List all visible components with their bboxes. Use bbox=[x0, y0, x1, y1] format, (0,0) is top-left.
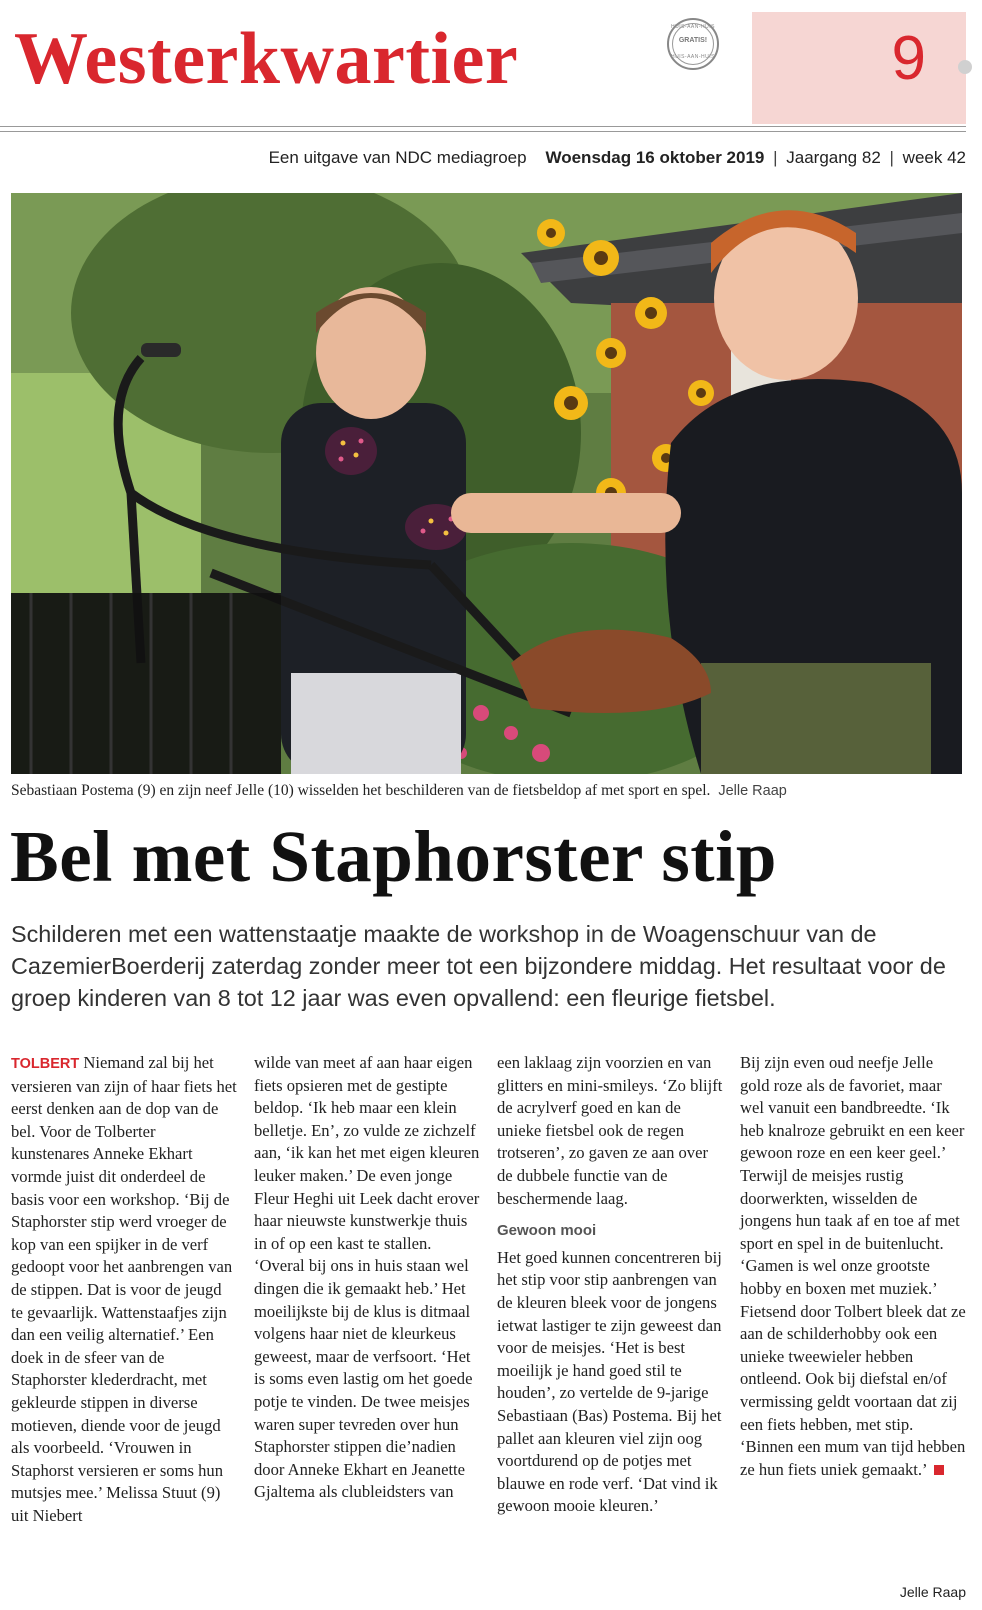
page-number: 9 bbox=[891, 24, 926, 93]
article-subhead: Gewoon mooi bbox=[497, 1222, 597, 1240]
issue-volume: Jaargang 82 bbox=[786, 148, 881, 167]
article-byline: Jelle Raap bbox=[899, 1584, 966, 1600]
article-column-2 bbox=[254, 1052, 480, 1504]
issue-info bbox=[269, 148, 966, 168]
body-text: Niemand zal bij het versieren van zijn of haar fiets het eerst denken aan de dop van de bel. Voor de Tolberter kunstenares Anneke Ekhart vormde juist dit onderdeel de basis voor een workshop. ‘Bij de Staphorster stip werd vroeger de kop van een spijker in de verf gedoopt voor het aanbrengen van de stippen. Dat is voor de jeugd te gevaarlijk. Wattenstaafjes zijn dan een veilig alternatief.’ Een doek in de sfeer van de Staphorster klederdracht, met gekleurde stippen in diverse motieven, diende voor de jeugd als voorbeeld. ‘Vrouwen in Staphorst versieren er soms hun mutsjes mee.’ Melissa Stuut (9) uit Niebert bbox=[11, 1053, 237, 1525]
dateline: TOLBERT bbox=[11, 1056, 80, 1072]
article-column-4 bbox=[740, 1052, 966, 1481]
masthead-rule bbox=[0, 126, 966, 127]
article-headline: Bel met Staphorster stip bbox=[10, 816, 777, 897]
article-photo bbox=[11, 193, 962, 774]
masthead bbox=[0, 0, 982, 130]
end-mark-icon bbox=[934, 1465, 944, 1475]
column-4-text bbox=[740, 1052, 966, 1481]
page-number-box bbox=[752, 12, 966, 124]
photo-credit: Jelle Raap bbox=[718, 783, 787, 799]
separator: | bbox=[773, 148, 778, 167]
free-stamp-icon bbox=[667, 18, 719, 70]
article-column-1 bbox=[11, 1052, 237, 1527]
caption-text: Sebastiaan Postema (9) en zijn neef Jelle (10) wisselden het beschilderen van de fietsbeldop af met sport en spel. bbox=[11, 782, 711, 799]
body-text: Het goed kunnen concentreren bij het stip voor stip aanbrengen van de kleuren bleek voor de jongens ietwat lastiger te zijn geweest dan voor de meisjes. ‘Het is best moeilijk je hand goed stil te houden’, zo vertelde de 9-jarige Sebastiaan (Bas) Postema. Bij het pallet aan kleuren viel zijn oog voortdurend op de potjes met blauwe en rode verf. ‘Dat vind ik gewoon mooie kleuren.’ bbox=[497, 1247, 722, 1516]
body-text: Bij zijn even oud neefje Jelle gold roze als de favoriet, maar wel vanuit een bandbreedte. ‘Ik heb knalroze gebruikt en een keer gewoon roze en een keer geel.’ Terwijl de meisjes rustig doorwerkten, wisselden de jongens hun taak af en toe af met sport en spel in de buitenlucht. ‘Gamen is wel onze grootste hobby en boxen met muziek.’ Fietsend door Tolbert bleek dat ze aan de schilderhobby ook een unieke tweewieler hebben ontleend. Ook bij diefstal en/of vermissing geldt voortaan dat zij een fiets hebben, met stip. ‘Binnen een mum van tijd hebben ze hun fiets uniek gemaakt.’ bbox=[740, 1053, 966, 1479]
stamp-arc-top: HUIS-AAN-HUIS bbox=[670, 24, 715, 30]
stamp-arc-bottom: HUIS-AAN-HUIS bbox=[670, 54, 715, 60]
issue-week: week 42 bbox=[902, 148, 966, 167]
publisher-line: Een uitgave van NDC mediagroep bbox=[268, 148, 527, 167]
newspaper-title: Westerkwartier bbox=[14, 18, 519, 100]
separator: | bbox=[889, 148, 894, 167]
column-1-text bbox=[11, 1052, 237, 1527]
stamp-label: GRATIS! bbox=[678, 37, 708, 44]
photo-caption bbox=[11, 782, 787, 800]
article-column-3 bbox=[497, 1052, 723, 1518]
body-text: een laklaag zijn voorzien en van glitters en mini-smileys. ‘Zo blijft de acrylverf goed en kan de unieke fietsbel ook de regen trotseren’, zo gaven ze aan over de dubbele functie van de beschermende laag. bbox=[497, 1053, 723, 1208]
issue-date: Woensdag 16 oktober 2019 bbox=[545, 148, 765, 167]
masthead-rule bbox=[0, 131, 966, 132]
article-lead: Schilderen met een wattenstaatje maakte de workshop in de Woagenschuur van de CazemierBoerderij zaterdag zonder meer tot een bijzondere middag. Het resultaat voor de groep kinderen van 8 tot 12 jaar was even opvallend: een fleurige fietsbel. bbox=[11, 921, 946, 1011]
body-text: wilde van meet af aan haar eigen fiets opsieren met de gestipte beldop. ‘Ik heb maar een klein belletje. En’, zo vulde ze zichzelf aan, ‘ik kan het met eigen kleuren leuker maken.’ De even jonge Fleur Heghi uit Leek dacht erover haar nieuwste kunstwerkje thuis in of op een kast te stallen. ‘Overal bij ons in huis staan wel dingen die ik gemaakt heb.’ Het moeilijkste bij de klus is ditmaal volgens haar niet de kleurkeus geweest, maar de verfsoort. ‘Het is soms even lastig om het goede potje te vinden. De twee meisjes waren super tevreden over hun Staphorster stippen die’nadien door Anneke Ekhart en Jeanette Gjaltema als clubleidsters van bbox=[254, 1053, 480, 1502]
page-tab-dot bbox=[958, 60, 972, 74]
